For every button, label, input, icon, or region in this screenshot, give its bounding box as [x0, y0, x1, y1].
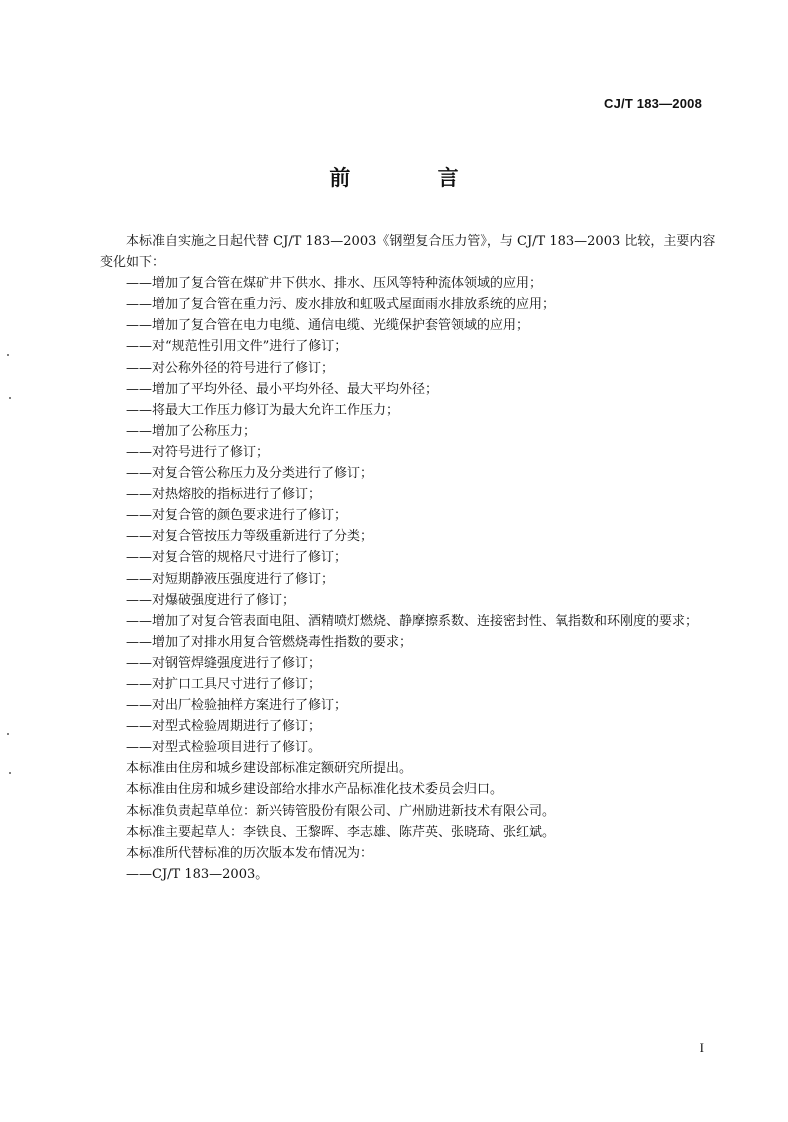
standard-code-header: CJ/T 183—2008	[604, 96, 702, 111]
document-body	[100, 231, 720, 885]
history-paragraph: 本标准所代替标准的历次版本发布情况为：	[126, 845, 374, 861]
changes-list	[100, 273, 720, 758]
committee-paragraph: 本标准由住房和城乡建设部给水排水产品标准化技术委员会归口。	[126, 782, 504, 798]
list-item: ——对热熔胶的指标进行了修订；	[126, 487, 322, 503]
list-item: ——对型式检验周期进行了修订；	[126, 719, 322, 735]
list-item: ——增加了复合管在电力电缆、通信电缆、光缆保护套管领域的应用；	[126, 318, 530, 334]
list-item: ——对钢管焊缝强度进行了修订；	[126, 655, 322, 671]
intro-paragraph: 本标准自实施之日起代替 CJ/T 183—2003《钢塑复合压力管》，与 CJ/T 183—2003 比较，主要内容变化如下：	[100, 234, 716, 271]
scan-speck	[9, 397, 11, 399]
list-item: ——对复合管按压力等级重新进行了分类；	[126, 529, 374, 545]
list-item: ——对型式检验项目进行了修订。	[126, 740, 322, 756]
list-item: ——对短期静液压强度进行了修订；	[126, 571, 335, 587]
list-item: ——将最大工作压力修订为最大允许工作压力；	[126, 402, 400, 418]
list-item: ——对扩口工具尺寸进行了修订；	[126, 676, 322, 692]
list-item: ——增加了平均外径、最小平均外径、最大平均外径；	[126, 381, 439, 397]
list-item: ——对符号进行了修订；	[126, 444, 270, 460]
list-item: ——增加了对排水用复合管燃烧毒性指数的要求；	[126, 634, 413, 650]
proposer-paragraph: 本标准由住房和城乡建设部标准定额研究所提出。	[126, 761, 413, 777]
scan-speck	[7, 733, 9, 735]
list-item: ——对爆破强度进行了修订；	[126, 592, 296, 608]
list-item: ——增加了对复合管表面电阻、酒精喷灯燃烧、静摩擦系数、连接密封性、氧指数和环刚度的要求；	[126, 613, 699, 629]
scan-speck	[7, 354, 9, 356]
page-title: 前 言	[329, 165, 499, 190]
list-item: ——增加了复合管在煤矿井下供水、排水、压风等特种流体领域的应用；	[126, 276, 543, 292]
list-item: ——对“规范性引用文件”进行了修订；	[126, 339, 348, 355]
list-item: ——增加了复合管在重力污、废水排放和虹吸式屋面雨水排放系统的应用；	[126, 297, 556, 313]
list-item: ——对复合管公称压力及分类进行了修订；	[126, 466, 374, 482]
scan-speck	[9, 772, 11, 774]
list-item: ——对复合管的规格尺寸进行了修订；	[126, 550, 348, 566]
drafters-paragraph: 本标准主要起草人：李铁良、王黎晖、李志雄、陈芹英、张晓琦、张红斌。	[126, 824, 556, 840]
page-number: I	[699, 1040, 704, 1055]
list-item: ——增加了公称压力；	[126, 423, 257, 439]
list-item: ——对复合管的颜色要求进行了修订；	[126, 508, 348, 524]
list-item: ——对出厂检验抽样方案进行了修订；	[126, 698, 348, 714]
history-item: ——CJ/T 183—2003。	[126, 866, 269, 882]
list-item: ——对公称外径的符号进行了修订；	[126, 360, 335, 376]
drafting-units-paragraph: 本标准负责起草单位：新兴铸管股份有限公司、广州励进新技术有限公司。	[126, 803, 556, 819]
